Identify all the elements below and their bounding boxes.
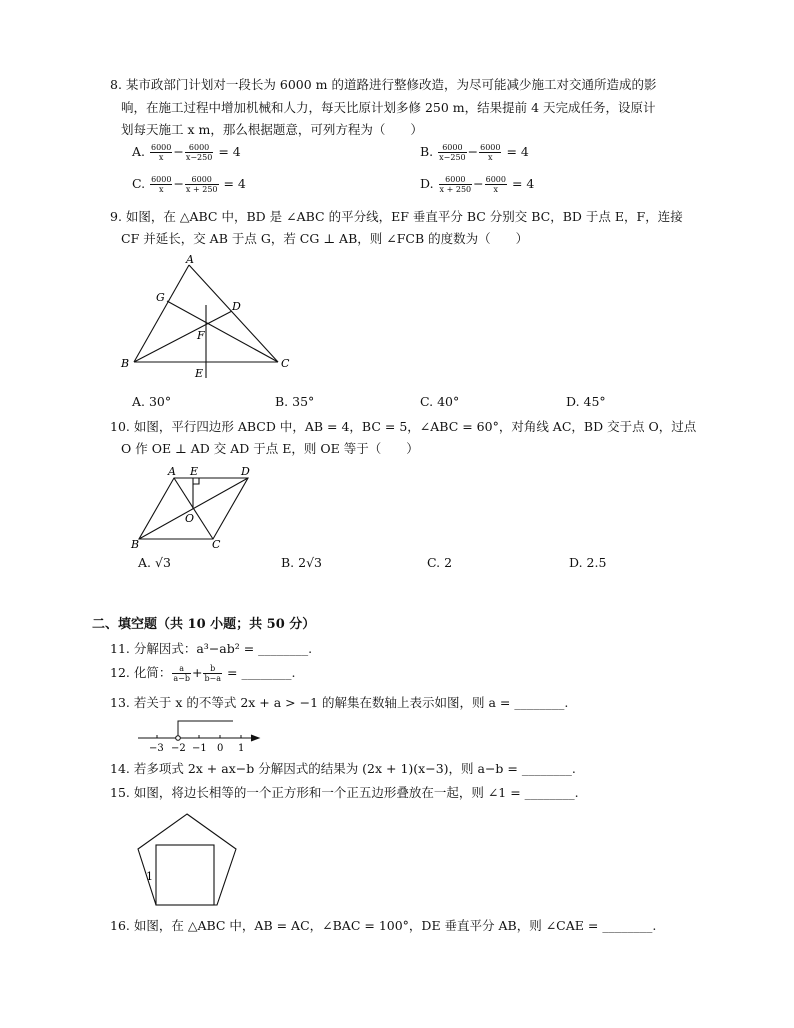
segment-cg xyxy=(167,301,278,362)
q9-line1: 9. 如图，在 △ABC 中，BD 是 ∠ABC 的平分线，EF 垂直平分 BC 分别交 BC，BD 于点 E，F，连接 xyxy=(110,209,683,224)
fraction xyxy=(150,175,172,194)
side-ac xyxy=(189,265,278,362)
fraction xyxy=(439,175,473,194)
q9-triangle-figure xyxy=(118,250,308,382)
numerator: 6000 xyxy=(438,143,466,153)
q10-option-d[interactable]: D. 2.5 xyxy=(569,555,607,570)
rhs: = 4 xyxy=(511,176,535,191)
label-f: F xyxy=(197,329,205,342)
q10-line1: 10. 如图，平行四边形 ABCD 中，AB = 4，BC = 5，∠ABC = 60°，对角线 AC，BD 交于点 O，过点 xyxy=(110,419,697,434)
fraction xyxy=(172,664,191,683)
q9-option-c[interactable]: C. 40° xyxy=(420,394,460,409)
q12-suffix: = ________. xyxy=(227,665,296,680)
axis-arrow xyxy=(251,735,259,741)
tick-label: 1 xyxy=(238,743,245,754)
fraction xyxy=(185,175,219,194)
fraction xyxy=(185,143,213,162)
q10-parallelogram-figure xyxy=(128,462,268,550)
operator: − xyxy=(467,144,479,159)
label-e: E xyxy=(195,367,204,380)
fraction xyxy=(479,143,501,162)
q9-line2: CF 并延长，交 AB 于点 G，若 CG ⊥ AB，则 ∠FCB 的度数为（ ） xyxy=(121,231,529,246)
fraction xyxy=(150,143,172,162)
regular-pentagon xyxy=(138,814,236,905)
numerator: 6000 xyxy=(485,175,506,184)
label-a: A xyxy=(168,465,176,478)
denominator: x + 250 xyxy=(439,185,472,194)
q12-prefix: 12. 化简： xyxy=(110,665,172,680)
q8-option-c[interactable] xyxy=(132,175,246,194)
tick-label: −3 xyxy=(149,743,164,754)
operator: − xyxy=(173,176,184,191)
q8-line3: 划每天施工 x m，那么根据题意，可列方程为（ ） xyxy=(121,122,423,137)
q14-text: 14. 若多项式 2x + ax−b 分解因式的结果为 (2x + 1)(x−3)，则 a−b = ________. xyxy=(110,761,576,776)
denominator: a−b xyxy=(173,674,190,683)
label-e: E xyxy=(190,465,199,478)
label-o: O xyxy=(185,512,195,525)
numerator: 6000 xyxy=(185,143,213,153)
q10-option-c[interactable]: C. 2 xyxy=(427,555,453,570)
numerator: 6000 xyxy=(185,175,219,185)
q9-option-a[interactable]: A. 30° xyxy=(132,394,172,409)
rhs: = 4 xyxy=(218,144,241,159)
square xyxy=(156,845,214,905)
tick-label: −2 xyxy=(171,743,186,754)
fraction xyxy=(438,143,466,162)
fraction xyxy=(203,664,222,683)
section-title-fill-blank: 二、填空题（共 10 小题；共 50 分） xyxy=(92,617,316,632)
right-angle-mark xyxy=(193,478,199,484)
q10-option-b[interactable]: B. 2√3 xyxy=(281,555,323,570)
numerator: 6000 xyxy=(439,175,473,185)
operator: − xyxy=(173,144,184,159)
option-label: A. xyxy=(132,144,146,159)
option-label: C. xyxy=(132,176,146,191)
q9-option-d[interactable]: D. 45° xyxy=(566,394,606,409)
q15-square-pentagon-figure xyxy=(132,808,242,908)
q10-option-a[interactable]: A. √3 xyxy=(138,555,171,570)
label-a: A xyxy=(186,253,194,266)
angle-1-label: 1 xyxy=(146,870,153,883)
operator: − xyxy=(473,176,484,191)
q9-option-b[interactable]: B. 35° xyxy=(275,394,315,409)
q13-text: 13. 若关于 x 的不等式 2x + a > −1 的解集在数轴上表示如图，则 a = ________. xyxy=(110,695,569,710)
q8-option-d[interactable] xyxy=(420,175,534,194)
q8-option-a[interactable] xyxy=(132,143,241,162)
q11-text: 11. 分解因式：a³−ab² = ________. xyxy=(110,641,313,656)
label-c: C xyxy=(281,357,290,370)
numerator: 6000 xyxy=(480,143,501,152)
denominator: x−250 xyxy=(185,153,213,162)
plus-sign: + xyxy=(191,665,203,680)
solution-set-bracket xyxy=(178,721,233,735)
numerator: 6000 xyxy=(151,143,172,152)
label-c: C xyxy=(212,538,221,550)
numerator: 6000 xyxy=(151,175,172,184)
q8-line2: 响，在施工过程中增加机械和人力，每天比原计划多修 250 m，结果提前 4 天完成任务，设原计 xyxy=(121,100,656,115)
fraction xyxy=(485,175,507,194)
denominator: x + 250 xyxy=(185,185,218,194)
q10-line2: O 作 OE ⊥ AD 交 AD 于点 E，则 OE 等于（ ） xyxy=(121,441,419,456)
option-label: B. xyxy=(420,144,434,159)
open-endpoint xyxy=(176,736,181,741)
q13-number-line xyxy=(135,718,265,754)
tick-label: 0 xyxy=(217,743,224,754)
option-label: D. xyxy=(420,176,434,191)
numerator: a xyxy=(172,664,191,674)
denominator: x−250 xyxy=(439,153,466,162)
q8-option-b[interactable] xyxy=(420,143,529,162)
denominator: x xyxy=(158,153,164,162)
numerator: b xyxy=(203,664,222,674)
label-g: G xyxy=(156,291,165,304)
label-d: D xyxy=(241,465,250,478)
denominator: x xyxy=(159,185,164,194)
denominator: x xyxy=(493,185,499,194)
q16-text: 16. 如图，在 △ABC 中，AB = AC，∠BAC = 100°，DE 垂直平分 AB，则 ∠CAE = ________. xyxy=(110,918,657,933)
q8-line1: 8. 某市政部门计划对一段长为 6000 m 的道路进行整修改造，为尽可能减少施工对交通所造成的影 xyxy=(110,77,657,92)
rhs: = 4 xyxy=(223,176,246,191)
denominator: x xyxy=(488,153,493,162)
q15-text: 15. 如图，将边长相等的一个正方形和一个正五边形叠放在一起，则 ∠1 = ________. xyxy=(110,785,579,800)
q12-row xyxy=(110,664,295,683)
label-d: D xyxy=(232,300,241,313)
label-b: B xyxy=(121,357,130,370)
label-b: B xyxy=(131,538,140,550)
rhs: = 4 xyxy=(506,144,529,159)
tick-label: −1 xyxy=(192,743,207,754)
denominator: b−a xyxy=(204,674,222,683)
